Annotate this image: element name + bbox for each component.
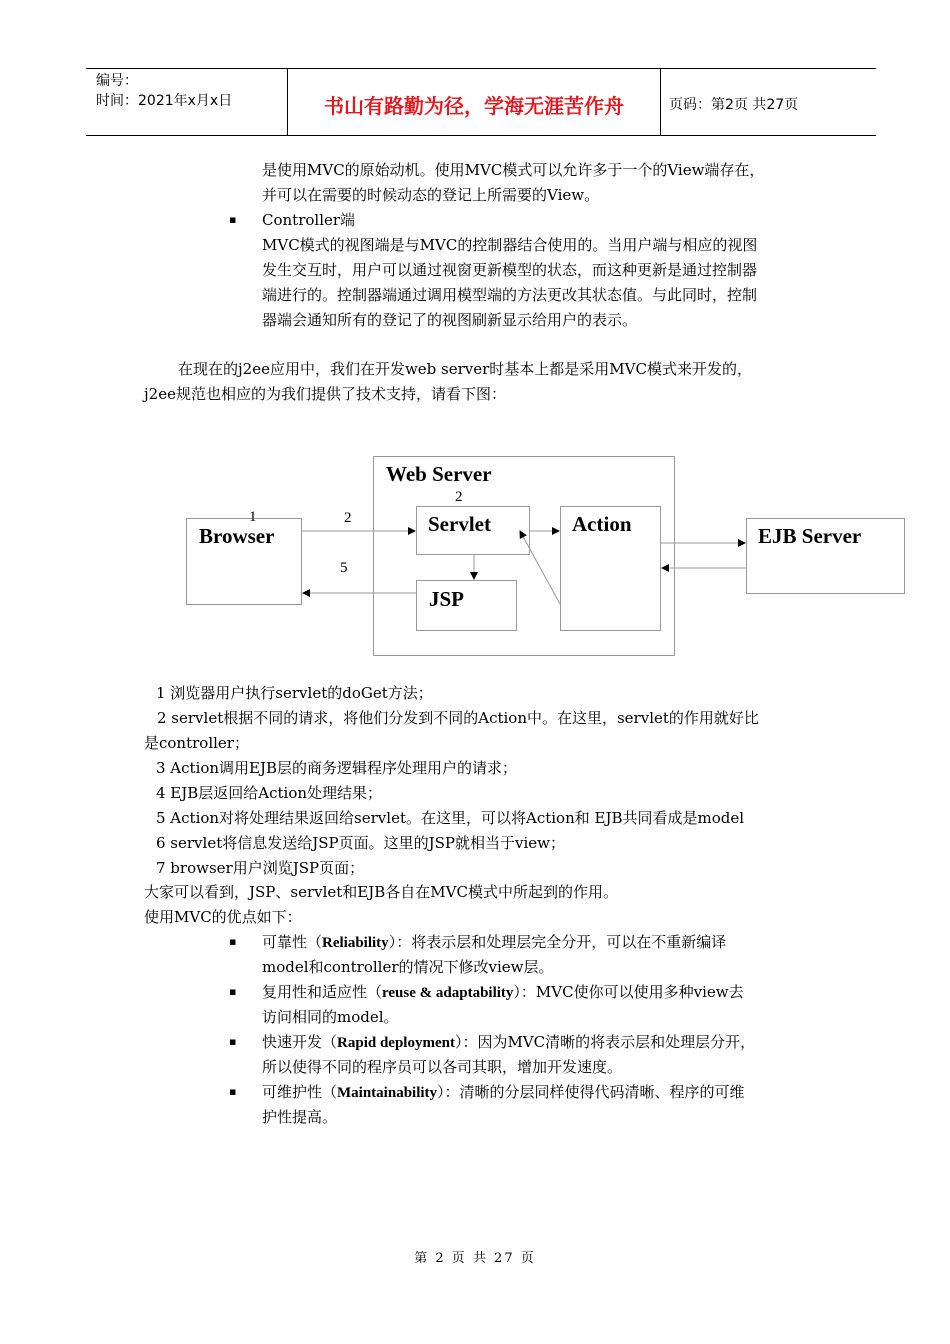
advantage-reliability-cont: model和controller的情况下修改view层。 bbox=[262, 958, 554, 976]
advantage-maintainability-cont: 护性提高。 bbox=[262, 1108, 338, 1126]
advantage-reuse-cont: 访问相同的model。 bbox=[262, 1008, 399, 1026]
step-3: 3 Action调用EJB层的商务逻辑程序处理用户的请求； bbox=[156, 759, 518, 777]
header-motto: 书山有路勤为径，学海无涯苦作舟 bbox=[324, 94, 624, 118]
header-time-label: 时间：2021年x月x日 bbox=[96, 93, 233, 109]
servlet-label: Servlet bbox=[428, 512, 491, 536]
header-bottom-rule bbox=[86, 135, 876, 136]
advantage-maintainability: 可维护性（Maintainability）：清晰的分层同样使得代码清晰、程序的可维 bbox=[262, 1083, 745, 1101]
header-top-rule bbox=[86, 68, 876, 69]
controller-line-2: 发生交互时，用户可以通过视窗更新模型的状态，而这种更新是通过控制器 bbox=[262, 261, 758, 279]
header-divider-right bbox=[660, 68, 661, 136]
bullet-icon: ▪ bbox=[229, 1085, 237, 1098]
web-server-label: Web Server bbox=[386, 462, 492, 486]
jsp-label: JSP bbox=[429, 587, 465, 611]
bullet-icon: ▪ bbox=[229, 1035, 237, 1048]
controller-line-3: 端进行的。控制器端通过调用模型端的方法更改其状态值。与此同时，控制 bbox=[262, 286, 758, 304]
step-7: 7 browser用户浏览JSP页面； bbox=[156, 859, 365, 877]
step-2-cont: 是controller； bbox=[144, 734, 249, 752]
summary-line-2: 使用MVC的优点如下： bbox=[144, 908, 302, 926]
j2ee-line-2: j2ee规范也相应的为我们提供了技术支持，请看下图： bbox=[144, 385, 506, 403]
action-label: Action bbox=[572, 512, 632, 536]
controller-line-1: MVC模式的视图端是与MVC的控制器结合使用的。当用户端与相应的视图 bbox=[262, 236, 758, 254]
j2ee-line-1: 在现在的j2ee应用中，我们在开发web server时基本上都是采用MVC模式来开发的， bbox=[178, 360, 752, 378]
advantage-rapid-cont: 所以使得不同的程序员可以各司其职，增加开发速度。 bbox=[262, 1058, 623, 1076]
step-4: 4 EJB层返回给Action处理结果； bbox=[156, 784, 383, 802]
intro-line-1: 是使用MVC的原始动机。使用MVC模式可以允许多于一个的View端存在， bbox=[262, 161, 765, 179]
ejb-server-label: EJB Server bbox=[758, 524, 862, 548]
bullet-icon: ▪ bbox=[229, 213, 237, 226]
diagram-step-5: 5 bbox=[340, 560, 348, 576]
header-number-label: 编号： bbox=[96, 73, 138, 89]
bullet-icon: ▪ bbox=[229, 935, 237, 948]
step-2: 2 servlet根据不同的请求，将他们分发到不同的Action中。在这里，servlet的作用就好比 bbox=[157, 709, 759, 727]
controller-title: Controller端 bbox=[262, 211, 356, 229]
controller-line-4: 器端会通知所有的登记了的视图刷新显示给用户的表示。 bbox=[262, 311, 638, 329]
diagram-step-1: 1 bbox=[249, 509, 257, 525]
page-footer: 第 2 页 共 27 页 bbox=[414, 1251, 536, 1266]
advantage-rapid: 快速开发（Rapid deployment）：因为MVC清晰的将表示层和处理层分开， bbox=[262, 1033, 756, 1051]
diagram-step-2: 2 bbox=[344, 510, 352, 526]
step-5: 5 Action对将处理结果返回给servlet。在这里，可以将Action和 EJB共同看成是model bbox=[156, 809, 745, 827]
advantage-reliability: 可靠性（Reliability）：将表示层和处理层完全分开，可以在不重新编译 bbox=[262, 933, 727, 951]
header-page-label: 页码：第2页 共27页 bbox=[669, 97, 799, 113]
diagram-step-2-top: 2 bbox=[455, 489, 463, 505]
bullet-icon: ▪ bbox=[229, 985, 237, 998]
summary-line-1: 大家可以看到，JSP、servlet和EJB各自在MVC模式中所起到的作用。 bbox=[144, 883, 618, 901]
browser-label: Browser bbox=[199, 524, 275, 548]
advantage-reuse: 复用性和适应性（reuse & adaptability）：MVC使你可以使用多种view去 bbox=[262, 983, 744, 1001]
step-1: 1 浏览器用户执行servlet的doGet方法； bbox=[156, 684, 433, 702]
intro-line-2: 并可以在需要的时候动态的登记上所需要的View。 bbox=[262, 186, 600, 204]
step-6: 6 servlet将信息发送给JSP页面。这里的JSP就相当于view； bbox=[156, 834, 565, 852]
